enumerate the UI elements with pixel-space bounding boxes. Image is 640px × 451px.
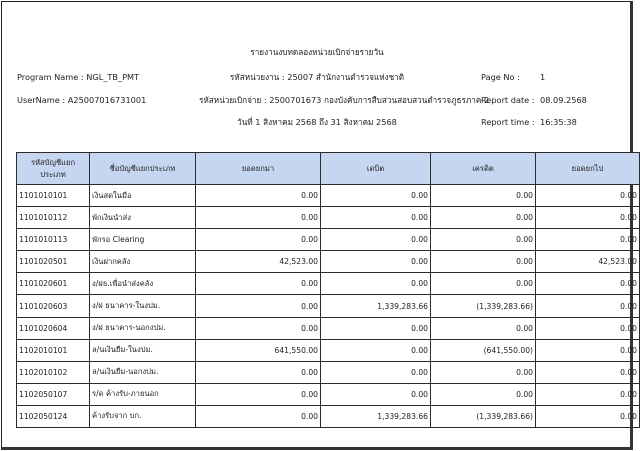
- debit: 0.00: [321, 339, 431, 361]
- account-name: ง/ฝธ.เพื่อนำส่งคลัง: [90, 273, 196, 295]
- table-row: [17, 273, 640, 295]
- col-opening-balance: ยอดยกมา: [196, 153, 321, 185]
- opening-balance: 0.00: [196, 317, 321, 339]
- closing-balance: 0.00: [536, 317, 640, 339]
- credit: 0.00: [431, 207, 536, 229]
- credit: (641,550.00): [431, 339, 536, 361]
- table-header-row: [17, 153, 640, 185]
- table-row: [17, 383, 640, 405]
- account-code: 1101020604: [17, 317, 90, 339]
- account-code: 1102010101: [17, 339, 90, 361]
- table-row: [17, 339, 640, 361]
- debit: 0.00: [321, 229, 431, 251]
- table-row: [17, 361, 640, 383]
- account-name: ง/ฝ ธนาคาร-นอกงปม.: [90, 317, 196, 339]
- credit: (1,339,283.66): [431, 295, 536, 317]
- credit: 0.00: [431, 317, 536, 339]
- report-title: รายงานงบทดลองหน่วยเบิกจ่ายรายวัน: [250, 47, 384, 57]
- account-name: ล/นเงินยืม-ในงปม.: [90, 339, 196, 361]
- closing-balance: 0.00: [536, 339, 640, 361]
- closing-balance: 0.00: [536, 273, 640, 295]
- account-name: เงินฝากคลัง: [90, 251, 196, 273]
- opening-balance: 0.00: [196, 273, 321, 295]
- credit: 0.00: [431, 383, 536, 405]
- col-account-name: ชื่อบัญชีแยกประเภท: [90, 153, 196, 185]
- opening-balance: 0.00: [196, 295, 321, 317]
- closing-balance: 42,523.00: [536, 251, 640, 273]
- closing-balance: 0.00: [536, 383, 640, 405]
- opening-balance: 0.00: [196, 383, 321, 405]
- opening-balance: 0.00: [196, 229, 321, 251]
- credit: 0.00: [431, 273, 536, 295]
- opening-balance: 0.00: [196, 207, 321, 229]
- credit: 0.00: [431, 251, 536, 273]
- account-name: ร/ด ค้างรับ-ภายนอก: [90, 383, 196, 405]
- opening-balance: 0.00: [196, 361, 321, 383]
- account-code: 1101020601: [17, 273, 90, 295]
- debit: 0.00: [321, 361, 431, 383]
- table-row: [17, 207, 640, 229]
- table-row: [17, 295, 640, 317]
- account-name: ง/ฝ ธนาคาร-ในงปม.: [90, 295, 196, 317]
- account-name: พักรอ Clearing: [90, 229, 196, 251]
- page-no-label: Page No :: [481, 72, 520, 82]
- account-name: ล/นเงินยืม-นอกงปม.: [90, 361, 196, 383]
- table-row: [17, 405, 640, 427]
- col-closing-balance: ยอดยกไป: [536, 153, 640, 185]
- account-code: 1101010101: [17, 185, 90, 207]
- table-row: [17, 229, 640, 251]
- program-name: Program Name : NGL_TB_PMT: [17, 72, 140, 82]
- report-time-label: Report time :: [481, 117, 535, 127]
- debit: 0.00: [321, 273, 431, 295]
- opening-balance: 0.00: [196, 405, 321, 427]
- table-row: [17, 317, 640, 339]
- debit: 0.00: [321, 251, 431, 273]
- trial-balance-table: [16, 152, 640, 428]
- closing-balance: 0.00: [536, 229, 640, 251]
- page-shadow-bottom: [1, 447, 633, 450]
- opening-balance: 641,550.00: [196, 339, 321, 361]
- debit: 0.00: [321, 317, 431, 339]
- account-code: 1102050107: [17, 383, 90, 405]
- closing-balance: 0.00: [536, 405, 640, 427]
- account-code: 1102010102: [17, 361, 90, 383]
- table-row: [17, 185, 640, 207]
- opening-balance: 0.00: [196, 185, 321, 207]
- report-date-label: Report date :: [481, 95, 535, 105]
- debit: 0.00: [321, 185, 431, 207]
- page-no-value: 1: [540, 72, 546, 82]
- closing-balance: 0.00: [536, 361, 640, 383]
- debit: 0.00: [321, 383, 431, 405]
- account-code: 1102050124: [17, 405, 90, 427]
- account-code: 1101010113: [17, 229, 90, 251]
- account-code: 1101010112: [17, 207, 90, 229]
- col-credit: เครดิต: [431, 153, 536, 185]
- col-account-code: รหัสบัญชีแยกประเภท: [17, 153, 90, 185]
- account-name: เงินสดในมือ: [90, 185, 196, 207]
- account-name: ค้างรับจาก บก.: [90, 405, 196, 427]
- account-code: 1101020603: [17, 295, 90, 317]
- closing-balance: 0.00: [536, 207, 640, 229]
- report-date-value: 08.09.2568: [540, 95, 587, 105]
- debit: 1,339,283.66: [321, 405, 431, 427]
- credit: 0.00: [431, 361, 536, 383]
- user-name: UserName : A25007016731001: [17, 95, 147, 105]
- closing-balance: 0.00: [536, 295, 640, 317]
- credit: 0.00: [431, 229, 536, 251]
- debit: 0.00: [321, 207, 431, 229]
- disbursement-unit: รหัสหน่วยเบิกจ่าย : 2500701673 กองบังคับการสืบสวนสอบสวนตำรวจภูธรภาค 2: [199, 95, 490, 105]
- credit: (1,339,283.66): [431, 405, 536, 427]
- debit: 1,339,283.66: [321, 295, 431, 317]
- account-code: 1101020501: [17, 251, 90, 273]
- agency-code: รหัสหน่วยงาน : 25007 สำนักงานตำรวจแห่งชาติ: [229, 72, 405, 82]
- col-debit: เดบิต: [321, 153, 431, 185]
- table-row: [17, 251, 640, 273]
- opening-balance: 42,523.00: [196, 251, 321, 273]
- closing-balance: 0.00: [536, 185, 640, 207]
- account-name: พักเงินนำส่ง: [90, 207, 196, 229]
- credit: 0.00: [431, 185, 536, 207]
- report-time-value: 16:35:38: [540, 117, 577, 127]
- report-period: วันที่ 1 สิงหาคม 2568 ถึง 31 สิงหาคม 2568: [237, 117, 397, 127]
